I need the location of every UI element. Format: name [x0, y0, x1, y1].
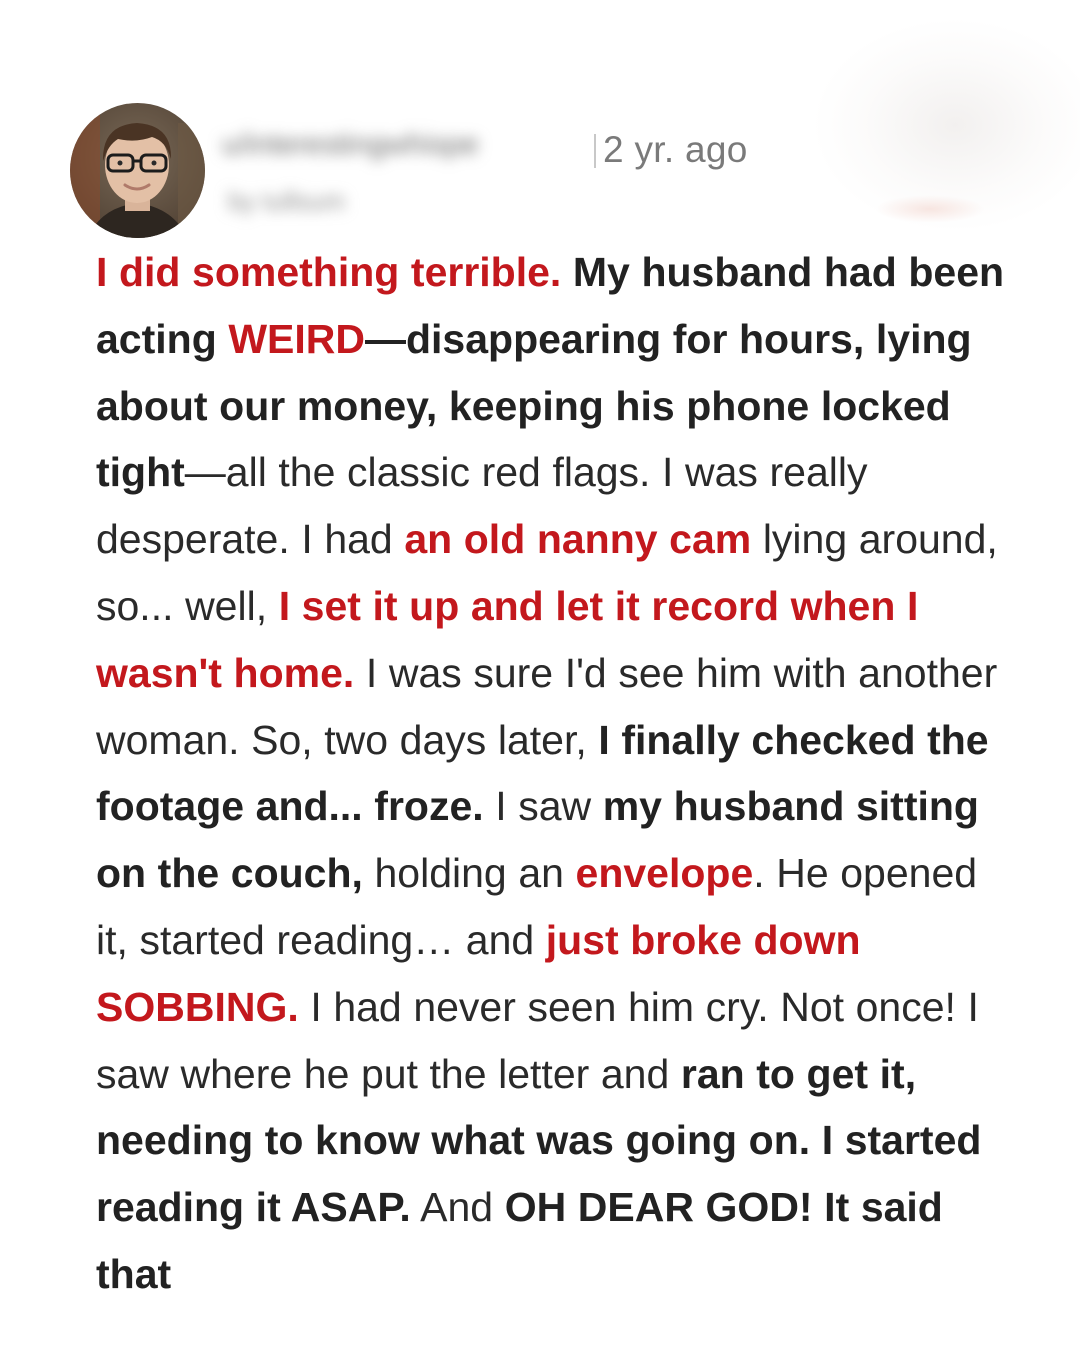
post-text-segment: lying around, so... well, — [96, 516, 998, 629]
post-text-segment: I saw — [483, 783, 603, 830]
post-text-segment: an old nanny cam — [404, 516, 752, 563]
post-text-segment: And — [410, 1184, 505, 1231]
post-text-segment: OH DEAR GOD! It said that — [96, 1184, 943, 1297]
post-text-segment: ran to get it, needing to know what was going on. I started reading it ASAP. — [96, 1050, 982, 1231]
post-body — [96, 239, 1016, 1308]
post-text-segment: —all the classic red flags. I was really desperate. I had — [96, 449, 868, 563]
post-text-segment: envelope — [575, 850, 754, 897]
avatar[interactable] — [70, 103, 205, 238]
post-text-segment: just broke down SOBBING. — [96, 916, 861, 1030]
avatar-photo-icon — [70, 103, 205, 238]
post-text-segment: I set it up and let it record when I wasn't home. — [96, 582, 919, 696]
post-text-segment: I finally checked the footage and... froze. — [96, 716, 989, 830]
post-text-segment: holding an — [362, 850, 576, 897]
post-text-segment: WEIRD — [228, 315, 365, 362]
post-timestamp: 2 yr. ago — [603, 129, 748, 170]
post-text-segment: My husband had been acting — [96, 249, 1005, 362]
header-divider — [594, 134, 596, 168]
post-text-segment: I was sure I'd see him with another woman. So, two days later, — [96, 649, 998, 763]
post-text-segment: I did something terrible. — [96, 249, 573, 295]
post-text-segment: my husband sitting on the couch, — [96, 783, 979, 897]
post-text-segment: —disappearing for hours, lying about our money, keeping his phone locked tight — [96, 315, 972, 496]
post-text-segment: I had never seen him cry. Not once! I saw where he put the letter and — [96, 983, 979, 1097]
post-text-segment: . He opened it, started reading… and — [96, 850, 978, 963]
decorative-glow-accent — [875, 195, 985, 223]
user-subline: by tullsum — [228, 186, 346, 216]
username-link[interactable]: u/interestingwhispe — [222, 128, 479, 161]
